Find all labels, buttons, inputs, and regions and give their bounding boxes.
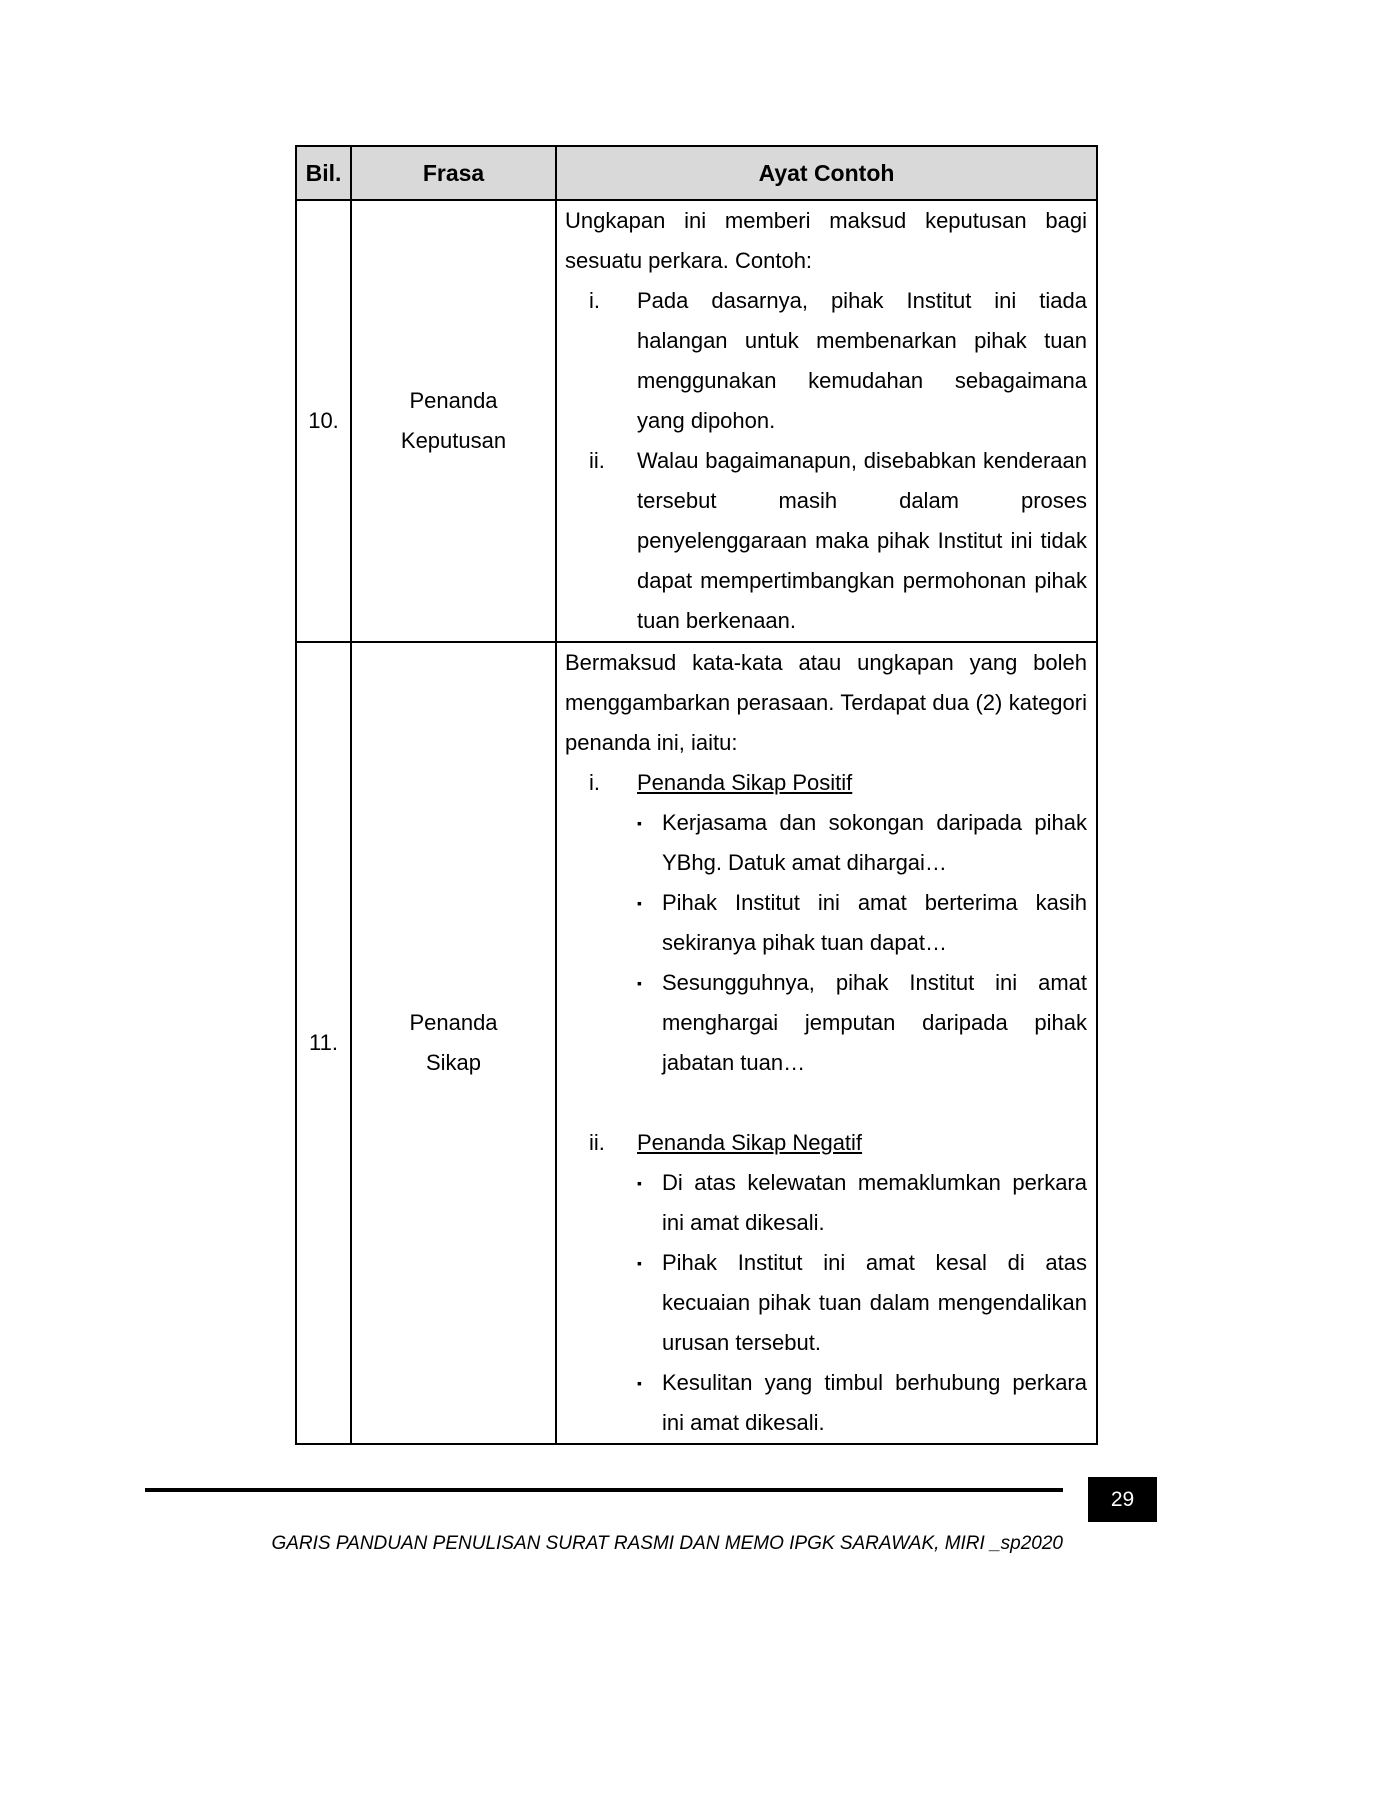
row10-ayat-cell bbox=[556, 200, 1097, 642]
row10-list-item-i bbox=[565, 281, 1087, 441]
row11-section-positif-body bbox=[637, 763, 1087, 1083]
row10-list-marker-ii: ii. bbox=[589, 448, 605, 473]
row11-frasa-cell bbox=[351, 642, 556, 1444]
row10-list-item-ii bbox=[565, 441, 1087, 641]
column-header-frasa: Frasa bbox=[351, 146, 556, 200]
bullet-item bbox=[637, 963, 1087, 1083]
phrase-table bbox=[295, 145, 1098, 1445]
bullet-item bbox=[637, 883, 1087, 963]
bullet-icon: ▪ bbox=[637, 895, 642, 911]
bullet-text: Sesungguhnya, pihak Institut ini amat menghargai jemputan daripada pihak jabatan tuan… bbox=[662, 970, 1087, 1075]
row10-list-text-i: Pada dasarnya, pihak Institut ini tiada halangan untuk membenarkan pihak tuan menggunakan kemudahan sebagaimana yang dipohon. bbox=[637, 288, 1087, 433]
row10-list-text-ii: Walau bagaimanapun, disebabkan kenderaan tersebut masih dalam proses penyelenggaraan maka pihak Institut ini tidak dapat mempertimbangkan permohonan pihak tuan berkenaan. bbox=[637, 448, 1087, 633]
row11-section-positif-heading: Penanda Sikap Positif bbox=[637, 770, 853, 795]
column-header-bil: Bil. bbox=[296, 146, 351, 200]
row11-section-negatif bbox=[565, 1123, 1087, 1443]
page-number-badge bbox=[1088, 1477, 1157, 1522]
bullet-text: Pihak Institut ini amat berterima kasih sekiranya pihak tuan dapat… bbox=[662, 890, 1087, 955]
bullet-item bbox=[637, 1363, 1087, 1443]
bullet-item bbox=[637, 1163, 1087, 1243]
row11-section-negatif-body bbox=[637, 1123, 1087, 1443]
bullet-icon: ▪ bbox=[637, 1175, 642, 1191]
page-number: 29 bbox=[1110, 1487, 1135, 1511]
footer-text: GARIS PANDUAN PENULISAN SURAT RASMI DAN MEMO IPGK SARAWAK, MIRI _sp2020 bbox=[271, 1533, 1063, 1554]
bullet-item bbox=[637, 803, 1087, 883]
row10-intro-paragraph: Ungkapan ini memberi maksud keputusan bagi sesuatu perkara. Contoh: bbox=[565, 208, 1087, 273]
row10-frasa-cell bbox=[351, 200, 556, 642]
bullet-item bbox=[637, 1243, 1087, 1363]
row11-intro-paragraph: Bermaksud kata-kata atau ungkapan yang boleh menggambarkan perasaan. Terdapat dua (2) kategori penanda ini, iaitu: bbox=[565, 650, 1087, 755]
row11-number-cell bbox=[296, 642, 351, 1444]
bullet-icon: ▪ bbox=[637, 1255, 642, 1271]
bullet-text: Kesulitan yang timbul berhubung perkara ini amat dikesali. bbox=[662, 1370, 1087, 1435]
bullet-text: Pihak Institut ini amat kesal di atas kecuaian pihak tuan dalam mengendalikan urusan tersebut. bbox=[662, 1250, 1087, 1355]
row11-ayat-cell bbox=[556, 642, 1097, 1444]
row11-number: 11. bbox=[309, 1030, 338, 1055]
bullet-icon: ▪ bbox=[637, 975, 642, 991]
bullet-text: Kerjasama dan sokongan daripada pihak YBhg. Datuk amat dihargai… bbox=[662, 810, 1087, 875]
row11-section-positif bbox=[565, 763, 1087, 1083]
bullet-icon: ▪ bbox=[637, 815, 642, 831]
row11-section-negatif-marker: ii. bbox=[589, 1130, 605, 1155]
bullet-icon: ▪ bbox=[637, 1375, 642, 1391]
row11-section-positif-marker: i. bbox=[589, 770, 600, 795]
row10-list-marker-i: i. bbox=[589, 288, 600, 313]
bullet-text: Di atas kelewatan memaklumkan perkara ini amat dikesali. bbox=[662, 1170, 1087, 1235]
row11-section-negatif-heading: Penanda Sikap Negatif bbox=[637, 1130, 863, 1155]
table-header-row bbox=[296, 146, 1097, 200]
table-row-10 bbox=[296, 200, 1097, 642]
column-header-ayat-contoh: Ayat Contoh bbox=[556, 146, 1097, 200]
table-row-11 bbox=[296, 642, 1097, 1444]
row10-frasa-label: Penanda Keputusan bbox=[400, 388, 507, 453]
row10-number: 10. bbox=[308, 408, 339, 433]
section-spacer bbox=[565, 1083, 1087, 1123]
footer-rule bbox=[145, 1488, 1063, 1492]
row10-number-cell bbox=[296, 200, 351, 642]
row11-frasa-label: Penanda Sikap bbox=[409, 1010, 498, 1075]
